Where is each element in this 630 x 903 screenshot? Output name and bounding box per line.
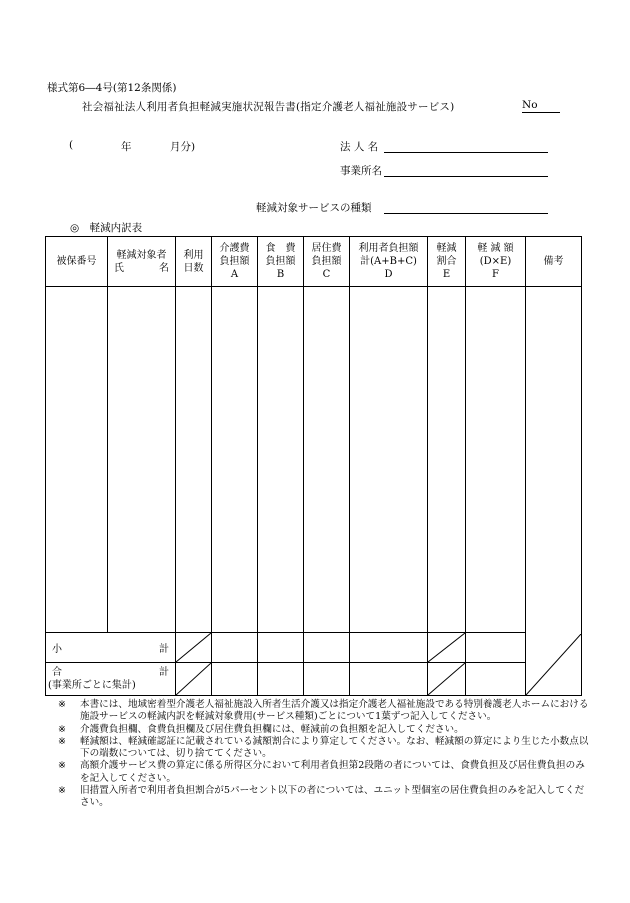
- note-item: ※ 高額介護サービス費の算定に係る所得区分において利用者負担第2段階の者については、食費負担及び居住費負担のみを記入してください。: [58, 760, 585, 784]
- section-title: ◎ 軽減内訳表: [70, 222, 143, 234]
- subtotal-days-slash: [176, 633, 212, 663]
- header-reduction-rate: 軽減 割合 E: [428, 237, 466, 287]
- number-label: No: [522, 99, 538, 111]
- subtotal-care-cost[interactable]: [212, 633, 258, 663]
- cell-reduction-rate[interactable]: [428, 287, 466, 633]
- total-care-cost[interactable]: [212, 663, 258, 696]
- header-remarks: 備考: [526, 237, 582, 287]
- period-open: (: [69, 139, 74, 151]
- header-food-cost: 食 費 負担額 B: [258, 237, 304, 287]
- table-body-row: [46, 287, 582, 633]
- total-food-cost[interactable]: [258, 663, 304, 696]
- service-type-label: 軽減対象サービスの種類: [256, 202, 372, 214]
- cell-remarks[interactable]: [526, 287, 582, 696]
- header-care-cost: 介護費 負担額 A: [212, 237, 258, 287]
- office-label: 事業所名: [340, 165, 382, 177]
- cell-insured-no[interactable]: [46, 287, 108, 633]
- subtotal-food-cost[interactable]: [258, 633, 304, 663]
- total-rate-slash: [428, 663, 466, 696]
- corporation-field[interactable]: [384, 139, 548, 153]
- total-total-burden[interactable]: [350, 663, 428, 696]
- total-reduction-amount[interactable]: [466, 663, 526, 696]
- header-total-burden: 利用者負担額 計(A+B+C) D: [350, 237, 428, 287]
- note-item: ※ 旧措置入所者で利用者負担割合が5パーセント以下の者については、ユニット型個室の居住費負担のみを記入してください。: [58, 785, 585, 809]
- notes-list: [58, 699, 593, 810]
- cell-name[interactable]: [108, 287, 176, 633]
- total-residence-cost[interactable]: [304, 663, 350, 696]
- cell-food-cost[interactable]: [258, 287, 304, 633]
- cell-residence-cost[interactable]: [304, 287, 350, 633]
- header-insured-no: 被保番号: [46, 237, 108, 287]
- note-item: ※ 介護費負担欄、食費負担欄及び居住費負担欄には、軽減前の負担額を記入してください。: [58, 723, 464, 735]
- office-field[interactable]: [384, 163, 548, 177]
- header-reduction-amount: 軽 減 額 (D×E) F: [466, 237, 526, 287]
- header-residence-cost: 居住費 負担額 C: [304, 237, 350, 287]
- form-number: 様式第6―4号(第12条関係): [47, 82, 177, 94]
- subtotal-total-burden[interactable]: [350, 633, 428, 663]
- subtotal-row: [46, 633, 582, 663]
- remarks-slash: [526, 634, 581, 695]
- subtotal-label: 小 計: [46, 633, 176, 663]
- period-month-label: 月分): [170, 141, 196, 153]
- corporation-label: 法 人 名: [340, 141, 379, 153]
- subtotal-residence-cost[interactable]: [304, 633, 350, 663]
- header-name: 軽減対象者 氏 名: [108, 237, 176, 287]
- cell-days[interactable]: [176, 287, 212, 633]
- total-days-slash: [176, 663, 212, 696]
- service-type-field[interactable]: [384, 200, 548, 214]
- document-title: 社会福祉法人利用者負担軽減実施状況報告書(指定介護老人福祉施設サービス): [82, 101, 455, 113]
- subtotal-rate-slash: [428, 633, 466, 663]
- subtotal-reduction-amount[interactable]: [466, 633, 526, 663]
- note-item: ※ 本書には、地域密着型介護老人福祉施設入所者生活介護又は指定介護老人福祉施設である特別養護老人ホームにおける施設サービスの軽減内訳を軽減対象費用(サービス種類)ごとについて1葉ずつ記入してください。: [58, 699, 589, 723]
- cell-reduction-amount[interactable]: [466, 287, 526, 633]
- table-header-row: [46, 237, 582, 287]
- cell-total-burden[interactable]: [350, 287, 428, 633]
- note-item: ※ 軽減額は、軽減確認証に記載されている減額割合により算定してください。なお、軽減額の算定により生じた小数点以下の端数については、切り捨ててください。: [58, 735, 589, 760]
- total-row: [46, 663, 582, 696]
- reduction-table: [45, 236, 582, 696]
- number-field[interactable]: [522, 99, 560, 113]
- total-label: 合 計 (事業所ごとに集計): [46, 663, 176, 696]
- header-days: 利用 日数: [176, 237, 212, 287]
- period-year-label: 年: [121, 141, 132, 153]
- cell-care-cost[interactable]: [212, 287, 258, 633]
